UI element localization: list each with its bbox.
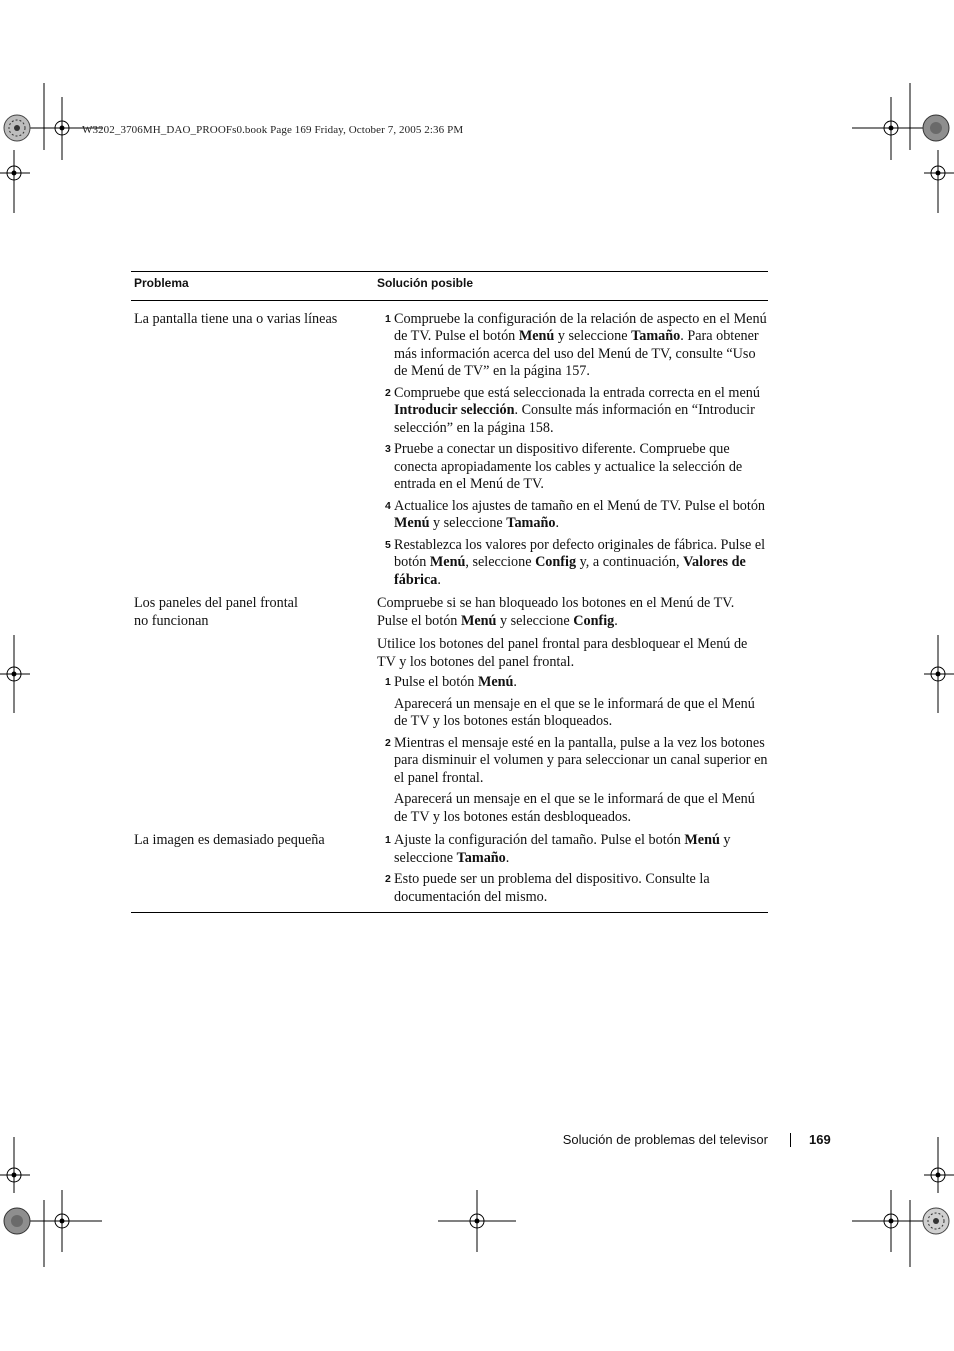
list-item xyxy=(377,441,768,494)
item-text: , seleccione xyxy=(465,554,536,570)
ui-term: Menú xyxy=(684,832,720,848)
problem-line: no funcionan xyxy=(134,612,209,629)
table-row xyxy=(131,595,768,832)
problem-text: La imagen es demasiado pequeña xyxy=(134,832,325,848)
footer-divider xyxy=(790,1133,791,1147)
item-text: Mientras el mensaje esté en la pantalla, pulse a la vez los botones para disminuir el volumen y para seleccionar un canal superior en el panel frontal. xyxy=(394,734,768,786)
table-row xyxy=(131,832,768,913)
table-header xyxy=(131,272,768,301)
list-item xyxy=(377,871,768,906)
list-item: 1 Pulse el botón Menú. xyxy=(385,674,517,690)
item-number: 1 xyxy=(385,312,391,325)
item-number: 1 xyxy=(385,676,391,688)
item-text: Pruebe a conectar un dispositivo diferente. Compruebe que conecta apropiadamente los cables y actualice la selección de entrada en el Menú de TV. xyxy=(394,441,743,492)
intro-paragraph: Compruebe si se han bloqueado los botones en el Menú de TV. Pulse el botón Menú y seleccione Config. xyxy=(377,595,735,629)
ui-term: Menú xyxy=(477,674,514,690)
print-slug: W3202_3706MH_DAO_PROOFs0.book Page 169 Friday, October 7, 2005 2:36 PM xyxy=(82,124,464,136)
ui-term: Config xyxy=(573,612,615,629)
solution-cell xyxy=(377,832,768,913)
page-number: 169 xyxy=(809,1132,831,1147)
item-text: Compruebe que está seleccionada la entrada correcta en el menú xyxy=(394,384,760,401)
list-item xyxy=(377,735,768,788)
header-problem-label: Problema xyxy=(134,276,189,290)
ui-term: Tamaño xyxy=(456,849,506,866)
footer-section-title: Solución de problemas del televisor xyxy=(562,1132,768,1147)
item-text: Actualice los ajustes de tamaño en el Menú de TV. Pulse el botón xyxy=(394,497,766,514)
ui-term: Tamaño xyxy=(631,328,681,344)
ui-term: Menú xyxy=(429,554,466,570)
item-text: Compruebe la configuración de la relación de aspecto en el Menú de TV. Pulse el botón xyxy=(394,310,767,344)
note-text: Aparecerá un mensaje en el que se le informará de que el Menú de TV y los botones están desbloqueados. xyxy=(394,791,755,825)
solution-cell xyxy=(377,300,768,595)
item-text: y seleccione xyxy=(429,515,507,531)
ui-term: Config xyxy=(535,554,577,570)
item-text: Restablezca los valores por defecto originales de fábrica. Pulse el botón xyxy=(394,536,766,570)
item-number: 1 xyxy=(385,834,391,846)
item-number: 2 xyxy=(385,873,391,885)
header-problem xyxy=(131,272,768,301)
item-text: . xyxy=(437,571,441,588)
problem-line: Los paneles del panel frontal xyxy=(134,595,298,611)
item-text: . xyxy=(555,515,559,531)
troubleshooting-table xyxy=(131,271,768,913)
item-text: Esto puede ser un problema del dispositivo. Consulte la documentación del mismo. xyxy=(394,871,710,905)
table-row xyxy=(131,300,768,595)
ui-term: Introducir selección xyxy=(394,402,515,418)
list-item xyxy=(377,498,768,533)
ui-term: Menú xyxy=(460,612,497,629)
solution-cell xyxy=(377,595,768,832)
ui-term: Tamaño xyxy=(506,515,556,531)
item-text: y seleccione xyxy=(554,328,632,344)
item-number: 3 xyxy=(385,443,391,455)
item-number: 4 xyxy=(385,499,391,512)
item-number: 2 xyxy=(385,736,391,749)
problem-text xyxy=(134,595,377,630)
item-text: . Para obtener más información acerca del uso del Menú de TV, consulte “Uso de Menú de TV” en la página 157. xyxy=(394,328,759,379)
list-item xyxy=(377,537,768,590)
problem-cell xyxy=(131,595,377,832)
ui-term: Valores de fábrica xyxy=(394,554,746,588)
item-text: . Consulte más información en “Introducir selección” en la página 158. xyxy=(394,402,755,436)
list-item xyxy=(377,311,768,381)
header-solution-label: Solución posible xyxy=(377,276,474,290)
item-number: 2 xyxy=(385,386,391,399)
ui-term: Menú xyxy=(394,515,430,531)
note-text: Aparecerá un mensaje en el que se le informará de que el Menú de TV y los botones están bloqueados. xyxy=(394,695,755,729)
item-text: y, a continuación, xyxy=(576,554,684,570)
list-item: 1 Ajuste la configuración del tamaño. Pulse el botón Menú y seleccione Tamaño. xyxy=(385,832,731,866)
list-item xyxy=(377,385,768,438)
item-number: 5 xyxy=(385,538,391,551)
ui-term: Menú xyxy=(518,328,555,344)
problem-cell xyxy=(131,300,377,595)
problem-text: La pantalla tiene una o varias líneas xyxy=(134,310,338,327)
intro-paragraph: Utilice los botones del panel frontal para desbloquear el Menú de TV y los botones del panel frontal. xyxy=(377,636,748,670)
problem-cell xyxy=(131,832,377,913)
